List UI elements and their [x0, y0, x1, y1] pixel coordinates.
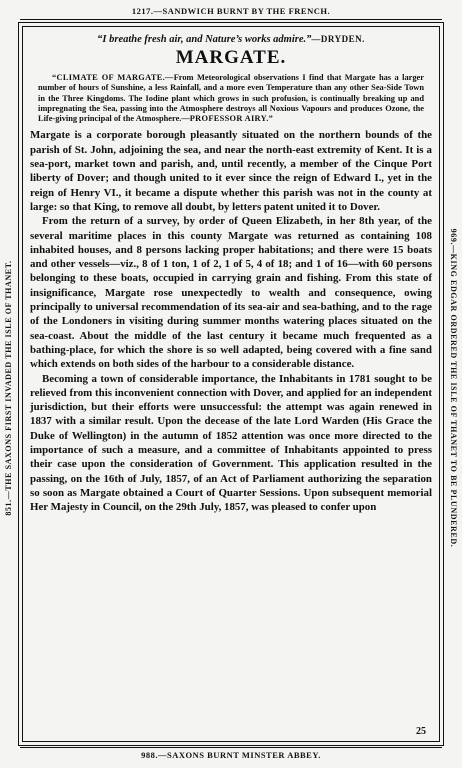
climate-note-lead: “CLIMATE OF MARGATE.—	[52, 73, 174, 82]
bottom-rule	[20, 747, 442, 748]
page-title: MARGATE.	[175, 47, 287, 68]
right-side-caption: 969.—KING EDGAR ORDERED THE ISLE OF THANET TO BE PLUNDERED.	[449, 228, 458, 548]
left-side-caption: 851.—THE SAXONS FIRST INVADED THE ISLE OF THANET.	[4, 260, 13, 516]
epigraph-author: —DRYDEN.	[311, 34, 365, 44]
main-content	[30, 34, 432, 515]
climate-note	[38, 73, 424, 124]
epigraph-quote: “I breathe fresh air, and Nature’s works admire.”	[97, 34, 312, 45]
paragraph-1: Margate is a corporate borough pleasantly situated on the northern bounds of the parish of St. John, adjoining the sea, and near the north-east extremity of Kent. It is a sea-port, market town and parish, and, until recently, a member of the Cinque Port liberty of Dover; and though united to it ever since the reign of Edward I., yet in the reign of Henry VI., it became a dispute whether this parish was not in the county at large: so that King, to remove all doubt, by letters patent united it to Dover.	[30, 129, 432, 213]
top-caption: 1217.—SANDWICH BURNT BY THE FRENCH.	[131, 6, 331, 16]
bottom-caption: 988.—SAXONS BURNT MINSTER ABBEY.	[141, 750, 321, 760]
climate-note-text: From Meteorological observations I find that Margate has a larger number of hours of Sunshine, a less Rainfall, and a more even Temperature than any other Sea-Side Town in the Three Kingdoms. The Iodine plant which grows in such profusion, is continually breaking up and impregnating the Sea, passing into the Atmosphere destroys all Noxious Vapours and produces Ozone, the Life-giving principal of the Atmosphere.—	[38, 73, 424, 124]
top-rule	[20, 19, 442, 20]
page-number: 25	[416, 726, 426, 737]
paragraph-2: From the return of a survey, by order of Queen Elizabeth, in her 8th year, of the several maritime places in this county Margate was returned as containing 108 inhabited houses, and 8 persons lacking proper habitations; and there were 15 boats and other vessels—viz., 8 of 1 ton, 1 of 2, 1 of 5, 4 of 18; and 1 of 16—with 60 persons belonging to these boats, occupied in carrying grain and fishing. From this state of insignificance, Margate rose unexpectedly to wealth and consequence, owing principally to universal recommendation of its sea-air and sea-bathing, and to the rage of the Londoners in visiting during summer months watering places situated on the sea-coast. About the middle of the last century it became much frequented as a bathing-place, for which the shore is so well adapted, being covered with a fine sand which extends on both sides of the harbour to a considerable distance.	[30, 215, 432, 371]
epigraph	[30, 34, 432, 45]
climate-note-signature: PROFESSOR AIRY.”	[189, 114, 274, 124]
paragraph-3: Becoming a town of considerable importance, the Inhabitants in 1781 sought to be relieved from this inconvenient connection with Dover, and applied for an independent jurisdiction, but their efforts were unsuccessful: the attempt was again renewed in 1837 with a similar result. Upon the decease of the late Lord Warden (His Grace the Duke of Wellington) in the autumn of 1852 attention was once more directed to the importance of such a measure, and a committee of Inhabitants appointed to press their case upon the consideration of Government. This application resulted in the passing, on the 16th of July, 1857, of an Act of Parliament authorizing the separation so soon as Margate obtained a Court of Quarter Sessions. Upon subsequent memorial Her Majesty in Council, on the 29th July, 1857, was pleased to confer upon	[30, 372, 432, 514]
